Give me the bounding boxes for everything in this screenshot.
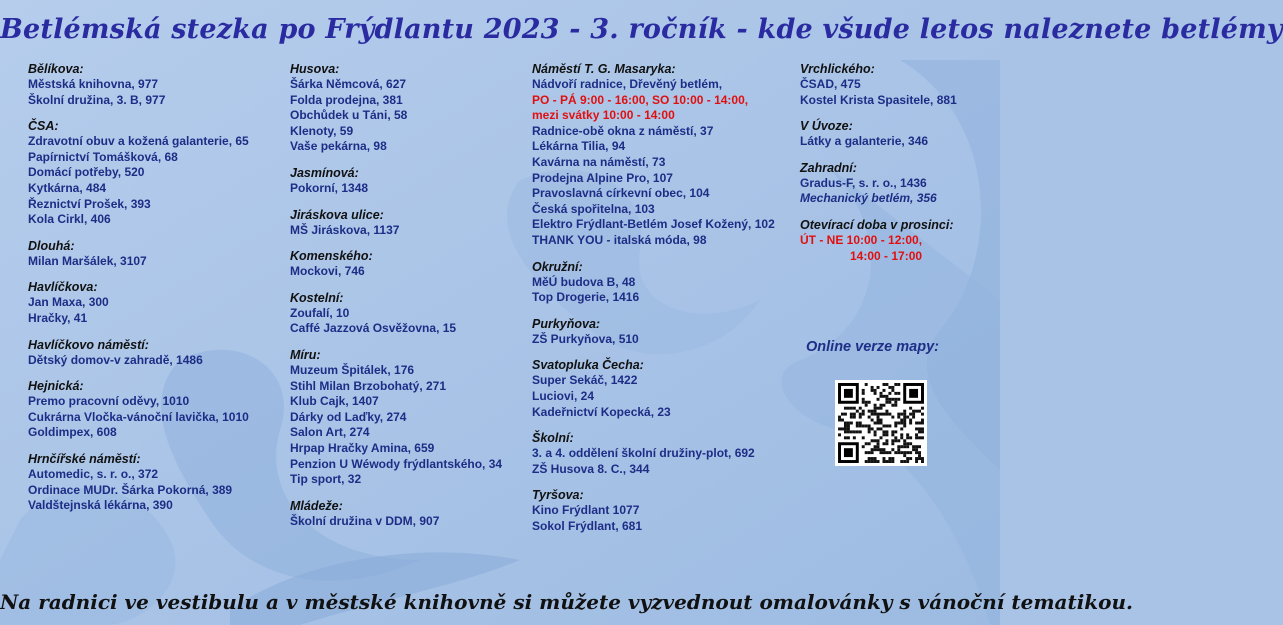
location-item: Školní družina v DDM, 907 (290, 513, 440, 528)
street-heading: Kostelní: (290, 290, 344, 305)
location-item: Městská knihovna, 977 (28, 77, 159, 91)
street-section (290, 291, 530, 337)
street-section (800, 119, 990, 150)
location-item: Šárka Němcová, 627 (290, 77, 407, 91)
location-item: Milan Maršálek, 3107 (28, 253, 147, 268)
page-title: Betlémská stezka po Frýdlantu 2023 - 3. ročník - kde všude letos naleznete betlémy (0, 14, 1283, 45)
location-item: Zoufalí, 10 (290, 305, 350, 320)
location-item: Česká spořitelna, 103 (532, 201, 655, 216)
location-item: Domácí potřeby, 520 (28, 165, 145, 180)
opening-hours-text: 14:00 - 17:00 (850, 248, 923, 263)
street-section (28, 119, 283, 228)
location-item: Klub Cajk, 1407 (290, 394, 379, 409)
street-section (532, 358, 797, 420)
location-item: Kola Cirkl, 406 (28, 212, 111, 227)
location-item: Salon Art, 274 (290, 425, 370, 440)
location-item: THANK YOU - italská móda, 98 (532, 232, 707, 247)
location-item: Ordinace MUDr. Šárka Pokorná, 389 (28, 482, 233, 497)
location-item: Kadeřnictví Kopecká, 23 (532, 404, 671, 419)
footer-note: Na radnici ve vestibulu a v městské knihovně si můžete vyzvednout omalovánky s vánoční tematikou. (0, 590, 1133, 614)
street-section (800, 62, 990, 108)
street-section (28, 239, 283, 270)
street-section (28, 280, 283, 326)
online-map-label: Online verze mapy: (806, 339, 939, 355)
location-item: Obchůdek u Táni, 58 (290, 108, 408, 123)
street-heading: Komenského: (290, 249, 373, 264)
location-item: Stihl Milan Brzobohatý, 271 (290, 378, 447, 393)
column-1 (28, 62, 283, 525)
location-item: Caffé Jazzová Osvěžovna, 15 (290, 321, 457, 336)
location-item: Jan Maxa, 300 (28, 295, 109, 310)
location-item: Luciovi, 24 (532, 388, 595, 403)
street-heading: Otevírací doba v prosinci: (800, 217, 954, 232)
location-item: Řeznictví Prošek, 393 (28, 196, 151, 211)
street-heading: Vrchlického: (800, 62, 875, 76)
street-heading: Mládeže: (290, 498, 343, 513)
street-heading: Okružní: (532, 259, 583, 274)
street-section (532, 431, 797, 477)
street-section (290, 249, 530, 280)
location-item: Cukrárna Vločka-vánoční lavička, 1010 (28, 409, 249, 424)
location-item: Tip sport, 32 (290, 472, 362, 487)
location-item: Radnice-obě okna z náměstí, 37 (532, 123, 714, 138)
street-heading: Zahradní: (800, 160, 857, 175)
street-heading: Míru: (290, 347, 321, 362)
street-heading: ČSA: (28, 119, 59, 134)
location-item: Premo pracovní oděvy, 1010 (28, 394, 190, 409)
location-item: Kavárna na náměstí, 73 (532, 154, 666, 169)
location-item: Automedic, s. r. o., 372 (28, 466, 159, 481)
location-item: Kostel Krista Spasitele, 881 (800, 92, 957, 107)
street-heading: Školní: (532, 431, 574, 446)
location-item: Sokol Frýdlant, 681 (532, 518, 643, 533)
location-item: Valdštejnská lékárna, 390 (28, 498, 173, 513)
street-heading: Havlíčkovo náměstí: (28, 337, 149, 352)
location-item: 3. a 4. oddělení školní družiny-plot, 692 (532, 446, 755, 461)
column-2 (290, 62, 530, 540)
street-heading: Dlouhá: (28, 238, 75, 253)
location-item: MŠ Jiráskova, 1137 (290, 222, 400, 237)
opening-hours-text: mezi svátky 10:00 - 14:00 (532, 108, 675, 123)
location-item: Top Drogerie, 1416 (532, 290, 640, 305)
location-item: ČSAD, 475 (800, 77, 861, 91)
qr-code-graphic (838, 383, 924, 463)
street-section (28, 379, 283, 441)
street-heading: Husova: (290, 62, 340, 76)
street-section (28, 62, 283, 108)
street-heading: Jasmínová: (290, 165, 359, 180)
location-item: Klenoty, 59 (290, 123, 354, 138)
location-item: Elektro Frýdlant-Betlém Josef Kožený, 102 (532, 217, 775, 232)
street-heading: Hrnčířské náměstí: (28, 451, 141, 466)
location-item: Lékárna Tilia, 94 (532, 139, 626, 154)
location-item: Super Sekáč, 1422 (532, 373, 638, 388)
location-item: Kino Frýdlant 1077 (532, 503, 640, 518)
location-item: ZŠ Purkyňova, 510 (532, 331, 639, 346)
location-item: Hračky, 41 (28, 310, 88, 325)
location-item: Látky a galanterie, 346 (800, 134, 929, 149)
location-item: Mechanický betlém, 356 (800, 191, 937, 206)
location-item: Goldimpex, 608 (28, 425, 117, 440)
street-section (532, 488, 797, 534)
location-item: Pravoslavná církevní obec, 104 (532, 186, 710, 201)
location-item: Kytkárna, 484 (28, 180, 107, 195)
street-section (28, 338, 283, 369)
location-item: Folda prodejna, 381 (290, 92, 403, 107)
location-item: Prodejna Alpine Pro, 107 (532, 170, 673, 185)
location-item: Školní družina, 3. B, 977 (28, 92, 166, 107)
location-item: Hrpap Hračky Amina, 659 (290, 440, 435, 455)
street-section (290, 166, 530, 197)
location-item: Dárky od Laďky, 274 (290, 409, 407, 424)
location-item: Muzeum Špitálek, 176 (290, 362, 415, 377)
street-section (290, 208, 530, 239)
street-heading: Tyršova: (532, 488, 584, 503)
location-item: Gradus-F, s. r. o., 1436 (800, 175, 927, 190)
column-3 (532, 62, 797, 545)
location-item: Vaše pekárna, 98 (290, 139, 387, 154)
street-section (800, 218, 990, 264)
street-section (28, 452, 283, 514)
street-heading: Jiráskova ulice: (290, 207, 384, 222)
opening-hours-text: PO - PÁ 9:00 - 16:00, SO 10:00 - 14:00, (532, 92, 749, 107)
street-section (290, 62, 530, 155)
location-item: ZŠ Husova 8. C., 344 (532, 461, 650, 476)
street-heading: Náměstí T. G. Masaryka: (532, 62, 676, 76)
column-4 (800, 62, 990, 275)
street-section (800, 161, 990, 207)
street-section (532, 62, 797, 249)
location-item: Dětský domov-v zahradě, 1486 (28, 352, 203, 367)
street-section (532, 260, 797, 306)
street-section (532, 317, 797, 348)
street-heading: Hejnická: (28, 379, 84, 394)
location-item: Zdravotní obuv a kožená galanterie, 65 (28, 134, 249, 149)
location-item: Pokorní, 1348 (290, 180, 369, 195)
street-heading: Bělíkova: (28, 62, 84, 76)
street-heading: Havlíčkova: (28, 280, 98, 295)
location-item: Nádvoří radnice, Dřevěný betlém, (532, 77, 723, 91)
street-heading: V Úvoze: (800, 119, 853, 134)
street-section (290, 348, 530, 488)
opening-hours-text: ÚT - NE 10:00 - 12:00, (800, 232, 923, 247)
street-section (290, 499, 530, 530)
location-item: Papírnictví Tomášková, 68 (28, 149, 178, 164)
street-heading: Purkyňova: (532, 316, 601, 331)
location-item: Penzion U Wéwody frýdlantského, 34 (290, 456, 503, 471)
location-item: MěÚ budova B, 48 (532, 274, 636, 289)
street-heading: Svatopluka Čecha: (532, 358, 644, 373)
location-item: Mockovi, 746 (290, 264, 365, 279)
qr-code-icon[interactable] (835, 380, 927, 466)
